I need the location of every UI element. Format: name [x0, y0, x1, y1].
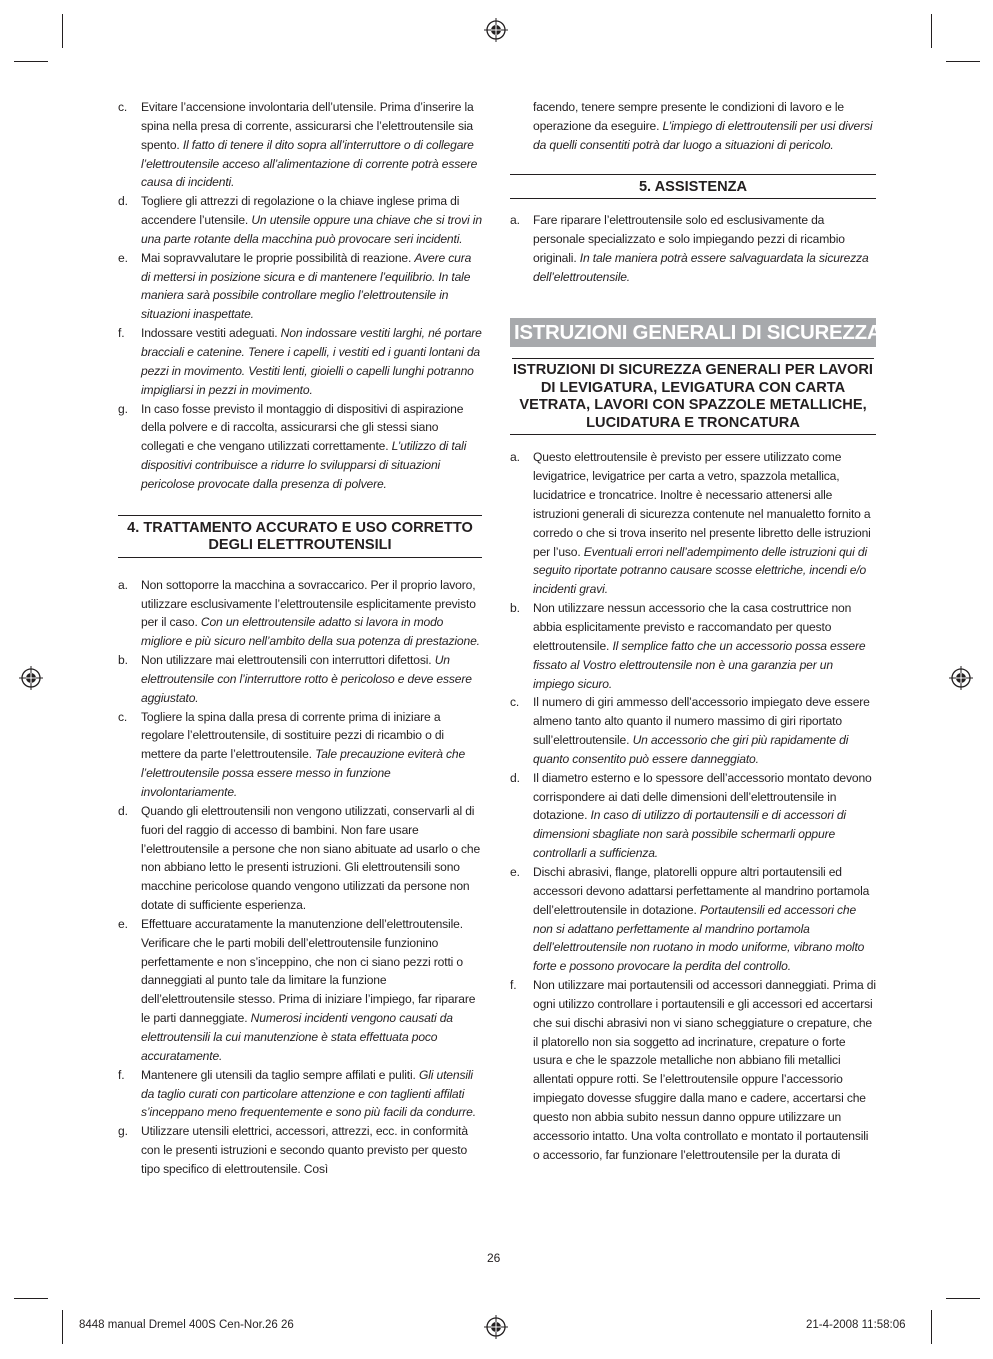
item-italic-text: Portautensili ed accessori che non si adattano perfettamente al mandrino portamola dell’elettroutensile non ruotano in modo uniforme, vibrano molto forte e possono provocare la perdita del controllo. — [533, 902, 865, 974]
crop-mark — [62, 14, 63, 48]
right-column — [510, 98, 882, 1164]
item-text: Non utilizzare mai portautensili od accessori danneggiati. Prima di ogni utilizzo controllare i portautensili e gli accessori ed accertarsi che sui dischi abrasivi non vi siano scheggiature o crepature, che il platorello non sia soggetto ad incrinature, crepature o forte usura e che le spazzole metalliche non abbiano fili metallici allentati oppure rotti. Se l’elettroutensile oppure l’accessorio impiegato dovesse sfuggire dalla mano e cadere, accertarsi che questo non abbia subito nessun danno oppure utilizzare un accessorio intatto. Una volta controllato e montato il portautensili o accessorio, far funzionare l’elettroutensile per la durata di — [533, 978, 876, 1162]
page-number: 26 — [487, 1251, 501, 1265]
item-italic-text: Un utensile oppure una chiave che si trovi in una parte rotante della macchina può provocare seri incidenti. — [141, 213, 482, 246]
item-letter: a. — [118, 577, 128, 592]
item-italic-text: In tale maniera potrà essere salvaguardata la sicurezza dell’elettroutensile. — [533, 250, 869, 284]
item-text: Non utilizzare nessun accessorio che la casa costruttrice non abbia esplicitamente previsto e raccomandato per questo elettroutensile. — [533, 601, 852, 653]
list-item — [510, 448, 876, 599]
crop-mark — [14, 61, 48, 62]
item-italic-text: Numerosi incidenti vengono causati da elettroutensili la cui manutenzione è stata effettuata poco accuratamente. — [141, 1011, 453, 1063]
item-italic-text: L’impiego di elettroutensili per usi diversi da quelli consentiti potrà dar luogo a situazioni di pericolo. — [533, 118, 873, 152]
item-letter: f. — [510, 978, 517, 993]
item-letter: f. — [118, 1067, 125, 1082]
crop-mark — [14, 1298, 48, 1299]
item-letter: e. — [510, 864, 520, 879]
item-letter: a. — [510, 213, 520, 228]
list-item — [118, 708, 482, 802]
item-text: Utilizzare utensili elettrici, accessori, attrezzi, ecc. in conformità con le presenti istruzioni e secondo quanto previsto per questo tipo specifico di elettroutensile. Così — [141, 1124, 468, 1176]
item-letter: e. — [118, 250, 128, 265]
crop-mark — [931, 14, 932, 48]
footer-timestamp: 21-4-2008 11:58:06 — [806, 1319, 906, 1331]
item-text: Effettuare accuratamente la manutenzione dell’elettroutensile. Verificare che le parti mobili dell’elettroutensile funzionino perfettamente e non s’inceppino, che non ci siano pezzi rotti o danneggiati al punto tale da limitare la funzione dell’elettroutensile stesso. Prima di iniziare l’impiego, far riparare le parti danneggiate. — [141, 916, 476, 1026]
list-item — [510, 863, 876, 976]
left-column — [118, 98, 482, 1179]
list-item — [118, 192, 482, 249]
item-italic-text: Gli utensili da taglio curati con particolare attenzione e con taglienti affilati s’inceppano meno frequentemente e sono più facili da condurre. — [141, 1067, 476, 1120]
item-text: Non utilizzare mai elettroutensili con interruttori difettosi. — [141, 653, 435, 668]
item-letter: g. — [118, 401, 128, 416]
registration-mark-icon — [18, 665, 44, 691]
item-italic-text: Tale precauzione eviterà che l’elettroutensile possa essere messo in funzione involontariamente. — [141, 747, 466, 799]
registration-mark-icon — [483, 1314, 509, 1340]
item-letter: d. — [118, 194, 128, 209]
item-text: Dischi abrasivi, flange, platorelli oppure altri portautensili ed accessori devono adattarsi perfettamente al mandrino portamola dell’elettroutensile in dotazione. — [533, 864, 870, 917]
list-item — [118, 324, 482, 399]
list-item — [118, 249, 482, 324]
item-text: In caso fosse previsto il montaggio di dispositivi di aspirazione della polvere e di raccolta, assicurarsi che gli stessi siano collegati e che vengano utilizzati correttamente. — [141, 401, 464, 454]
item-italic-text: Con un elettroutensile adatto si lavora in modo migliore e più sicuro nell’ambito della sua potenza di prestazione. — [141, 615, 480, 649]
list-item — [118, 651, 482, 708]
item-letter: c. — [118, 100, 128, 114]
item-text: Il numero di giri ammesso dell’accessorio impiegato deve essere almeno tanto alto quanto il numero massimo di giri riportato sull’elettroutensile. — [533, 695, 870, 748]
crop-mark — [931, 1310, 932, 1344]
continued-paragraph — [510, 98, 876, 155]
list-item — [118, 1066, 482, 1123]
item-letter: c. — [118, 709, 128, 724]
general-safety-banner: ISTRUZIONI GENERALI DI SICUREZZA — [510, 318, 876, 347]
registration-mark-icon — [948, 665, 974, 691]
registration-mark-icon — [483, 17, 509, 43]
item-letter: d. — [118, 803, 128, 818]
item-letter: a. — [510, 450, 520, 465]
section-5-heading: 5. ASSISTENZA — [510, 174, 876, 200]
item-text: Togliere gli attrezzi di regolazione o la chiave inglese prima di accendere l’utensile. — [141, 194, 460, 228]
item-text: Mantenere gli utensili da taglio sempre affilati e puliti. — [141, 1067, 419, 1082]
item-text: Evitare l’accensione involontaria dell’utensile. Prima d’inserire la spina nella presa di corrente, assicurarsi che l’elettroutensile sia spento. — [141, 100, 474, 152]
item-italic-text: Avere cura di mettersi in posizione sicura e di mantenere l’equilibrio. In tale maniera sarà possibile controllare meglio l’elettroutensile in situazioni inaspettate. — [141, 250, 472, 322]
item-letter: b. — [510, 601, 520, 616]
footer-file-info: 8448 manual Dremel 400S Cen-Nor.26 26 — [79, 1319, 294, 1331]
safety-subheading — [510, 358, 876, 435]
item-italic-text: Un elettroutensile con l’interruttore rotto è pericoloso e deve essere aggiustato. — [141, 653, 472, 705]
item-letter: c. — [510, 695, 520, 710]
item-text: Mai sopravvalutare le proprie possibilità di reazione. — [141, 250, 415, 265]
list-item — [118, 98, 482, 192]
list-item — [510, 599, 876, 693]
crop-mark — [62, 1310, 63, 1344]
item-italic-text: Eventuali errori nell’adempimento delle istruzioni qui di seguito riportate potranno causare scosse elettriche, incendi e/o incidenti gravi. — [533, 544, 867, 597]
item-italic-text: L’utilizzo di tali dispositivi contribuisce a ridurre lo svilupparsi di situazioni pericolose provocate dalla presenza di polvere. — [141, 439, 467, 491]
item-text: Non sottoporre la macchina a sovraccarico. Per il proprio lavoro, utilizzare esclusivamente l’elettroutensile esplicitamente previsto per il caso. — [141, 577, 476, 630]
list-item — [118, 576, 482, 651]
item-text: Indossare vestiti adeguati. — [141, 326, 281, 341]
list-item — [118, 915, 482, 1066]
item-italic-text: Un accessorio che giri più rapidamente di quanto consentito può essere danneggiato. — [533, 733, 849, 766]
section-4-heading: 4. TRATTAMENTO ACCURATO E USO CORRETTO DEGLI ELETTROUTENSILI — [118, 515, 482, 558]
item-letter: b. — [118, 653, 128, 668]
list-item — [510, 211, 876, 286]
item-italic-text: In caso di utilizzo di portautensili e di accessori di dimensioni sbagliate non sarà possibile schermarli oppure controllarli a sufficienza. — [533, 808, 846, 861]
list-item — [118, 802, 482, 915]
list-item — [118, 1122, 482, 1179]
list-item — [118, 400, 482, 494]
item-italic-text: Il semplice fatto che un accessorio possa essere fissato al Vostro elettroutensile non è una garanzia per un impiego sicuro. — [533, 638, 866, 691]
list-item — [510, 693, 876, 768]
list-item — [510, 769, 876, 863]
list-item — [510, 976, 876, 1164]
item-letter: f. — [118, 326, 125, 341]
item-italic-text: Non indossare vestiti larghi, né portare bracciali e catenine. Tenere i capelli, i vestiti ed i guanti lontani da pezzi in movimento. Vestiti lenti, gioielli o capelli lunghi potranno impigliarsi in pezzi in movimento. — [141, 326, 482, 397]
item-italic-text: Il fatto di tenere il dito sopra all’interruttore o di collegare l’elettroutensile acceso all’alimentazione di corrente potrà essere causa di incidenti. — [141, 137, 478, 190]
item-text: Fare riparare l’elettroutensile solo ed esclusivamente da personale specializzato e solo impiegando pezzi di ricambio originali. — [533, 213, 845, 265]
safety-subheading-text: ISTRUZIONI DI SICUREZZA GENERALI PER LAVORI DI LEVIGATURA, LEVIGATURA CON CARTA VETRATA, LAVORI CON SPAZZOLE METALLICHE, LUCIDATURA E TRONCATURA — [512, 358, 874, 432]
item-text: Togliere la spina dalla presa di corrente prima di iniziare a regolare l’elettroutensile, di sostituire pezzi di ricambio o di mettere da parte l’elettroutensile. — [141, 709, 444, 762]
item-text: facendo, tenere sempre presente le condizioni di lavoro e le operazione da eseguire. — [533, 100, 845, 133]
item-text: Il diametro esterno e lo spessore dell’accessorio montato devono corrispondere ai dati delle dimensioni dell’elettroutensile in dotazione. — [533, 770, 872, 823]
item-letter: d. — [510, 770, 520, 785]
item-letter: e. — [118, 916, 128, 931]
item-text: Questo elettroutensile è previsto per essere utilizzato come levigatrice, levigatrice per carta a vetro, spazzola metallica, lucidatrice e troncatrice. Inoltre è necessario attenersi alle istruzioni generali di sicurezza contenute nel manualetto fornito a corredo o che si trova inserito nel presente libretto delle istruzioni per l’uso. — [533, 450, 871, 559]
item-letter: g. — [118, 1124, 128, 1139]
crop-mark — [946, 61, 980, 62]
crop-mark — [946, 1298, 980, 1299]
item-text: Quando gli elettroutensili non vengono utilizzati, conservarli al di fuori del raggio di accesso di bambini. Non fare usare l’elettroutensile a persone che non siano abituate ad usarlo o che non abbiano letto le presenti istruzioni. Gli elettroutensili sono macchine pericolose quando vengono utilizzati da persone non dotate di sufficiente esperienza. — [141, 803, 481, 913]
